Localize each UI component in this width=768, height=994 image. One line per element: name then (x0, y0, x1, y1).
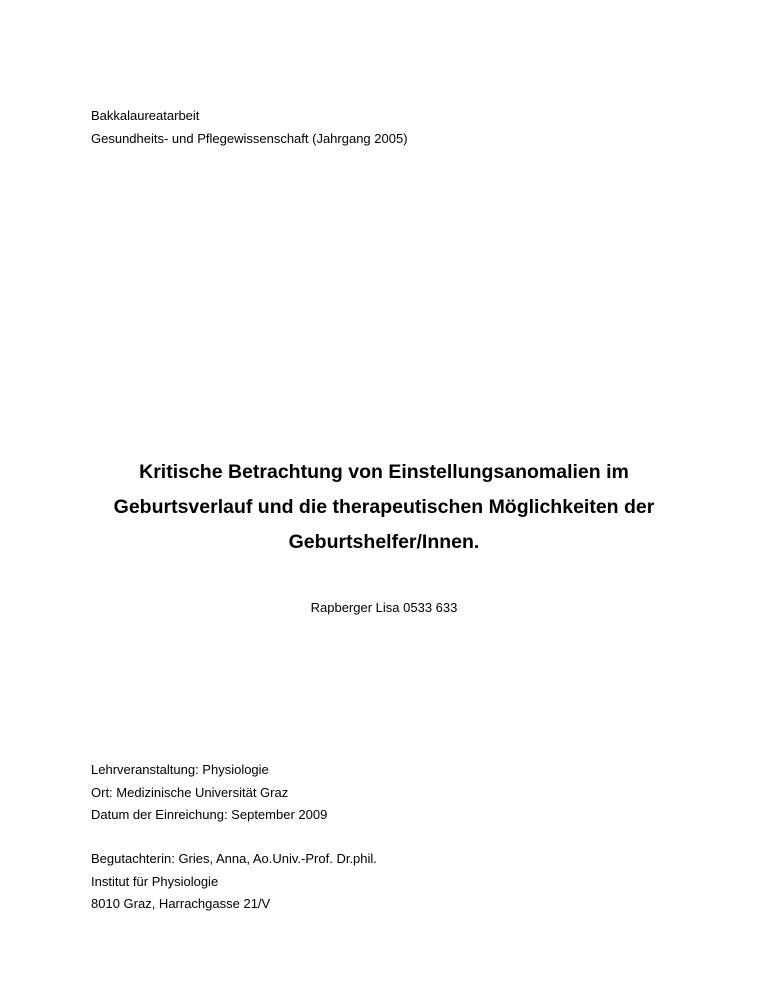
institute-line: Institut für Physiologie (91, 874, 219, 889)
document-type: Bakkalaureatarbeit (91, 108, 200, 123)
course-line: Lehrveranstaltung: Physiologie (91, 762, 269, 777)
thesis-title (0, 455, 768, 560)
author-line: Rapberger Lisa 0533 633 (310, 600, 458, 615)
title-line-1: Kritische Betrachtung von Einstellungsanomalien im (139, 461, 629, 483)
address-line: 8010 Graz, Harrachgasse 21/V (91, 896, 271, 911)
reviewer-line: Begutachterin: Gries, Anna, Ao.Univ.-Prof. Dr.phil. (91, 851, 377, 866)
submission-date-line: Datum der Einreichung: September 2009 (91, 807, 328, 822)
title-line-3: Geburtshelfer/Innen. (288, 531, 480, 553)
title-line-2: Geburtsverlauf und die therapeutischen Möglichkeiten der (113, 496, 655, 518)
place-line: Ort: Medizinische Universität Graz (91, 785, 289, 800)
study-program: Gesundheits- und Pflegewissenschaft (Jahrgang 2005) (91, 131, 408, 146)
